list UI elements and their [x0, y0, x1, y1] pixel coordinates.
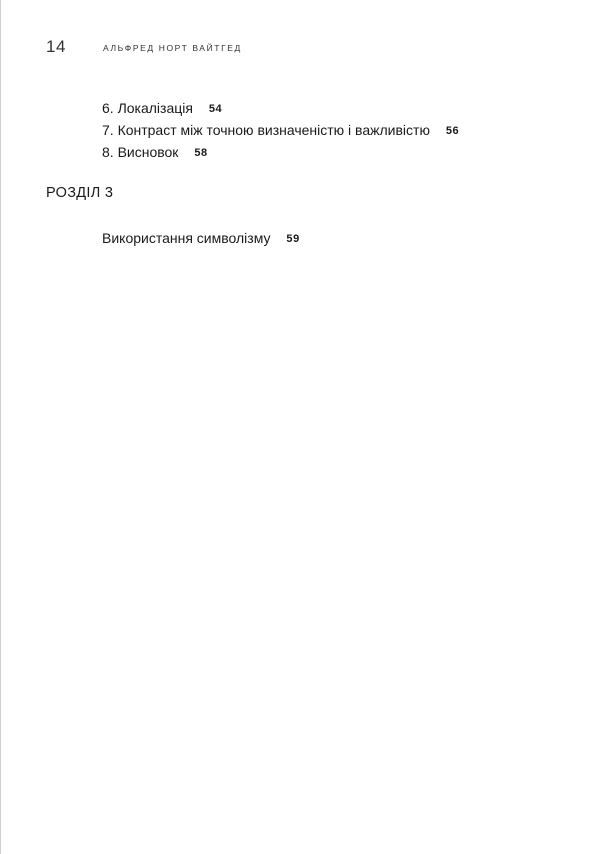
page-edge-rule [0, 0, 1, 854]
toc-entry-page: 58 [194, 147, 208, 159]
toc-entry-title: 6. Локалізація [102, 100, 193, 116]
section-heading: РОЗДІЛ 3 [46, 185, 114, 201]
toc-entry-page: 54 [208, 103, 223, 115]
toc-entry [102, 100, 222, 116]
toc-entry-title: 8. Висновок [102, 144, 179, 160]
toc-entry-title: 7. Контраст між точною визначеністю і важливістю [102, 122, 430, 138]
toc-entry-title: Використання символізму [102, 230, 271, 246]
running-head: АЛЬФРЕД НОРТ ВАЙТГЕД [103, 43, 242, 53]
toc-entry [102, 144, 208, 160]
page-number: 14 [46, 37, 66, 56]
toc-entry [102, 122, 459, 138]
toc-entry-page: 59 [286, 233, 300, 245]
toc-entry [102, 230, 300, 246]
toc-entry-page: 56 [445, 125, 460, 137]
